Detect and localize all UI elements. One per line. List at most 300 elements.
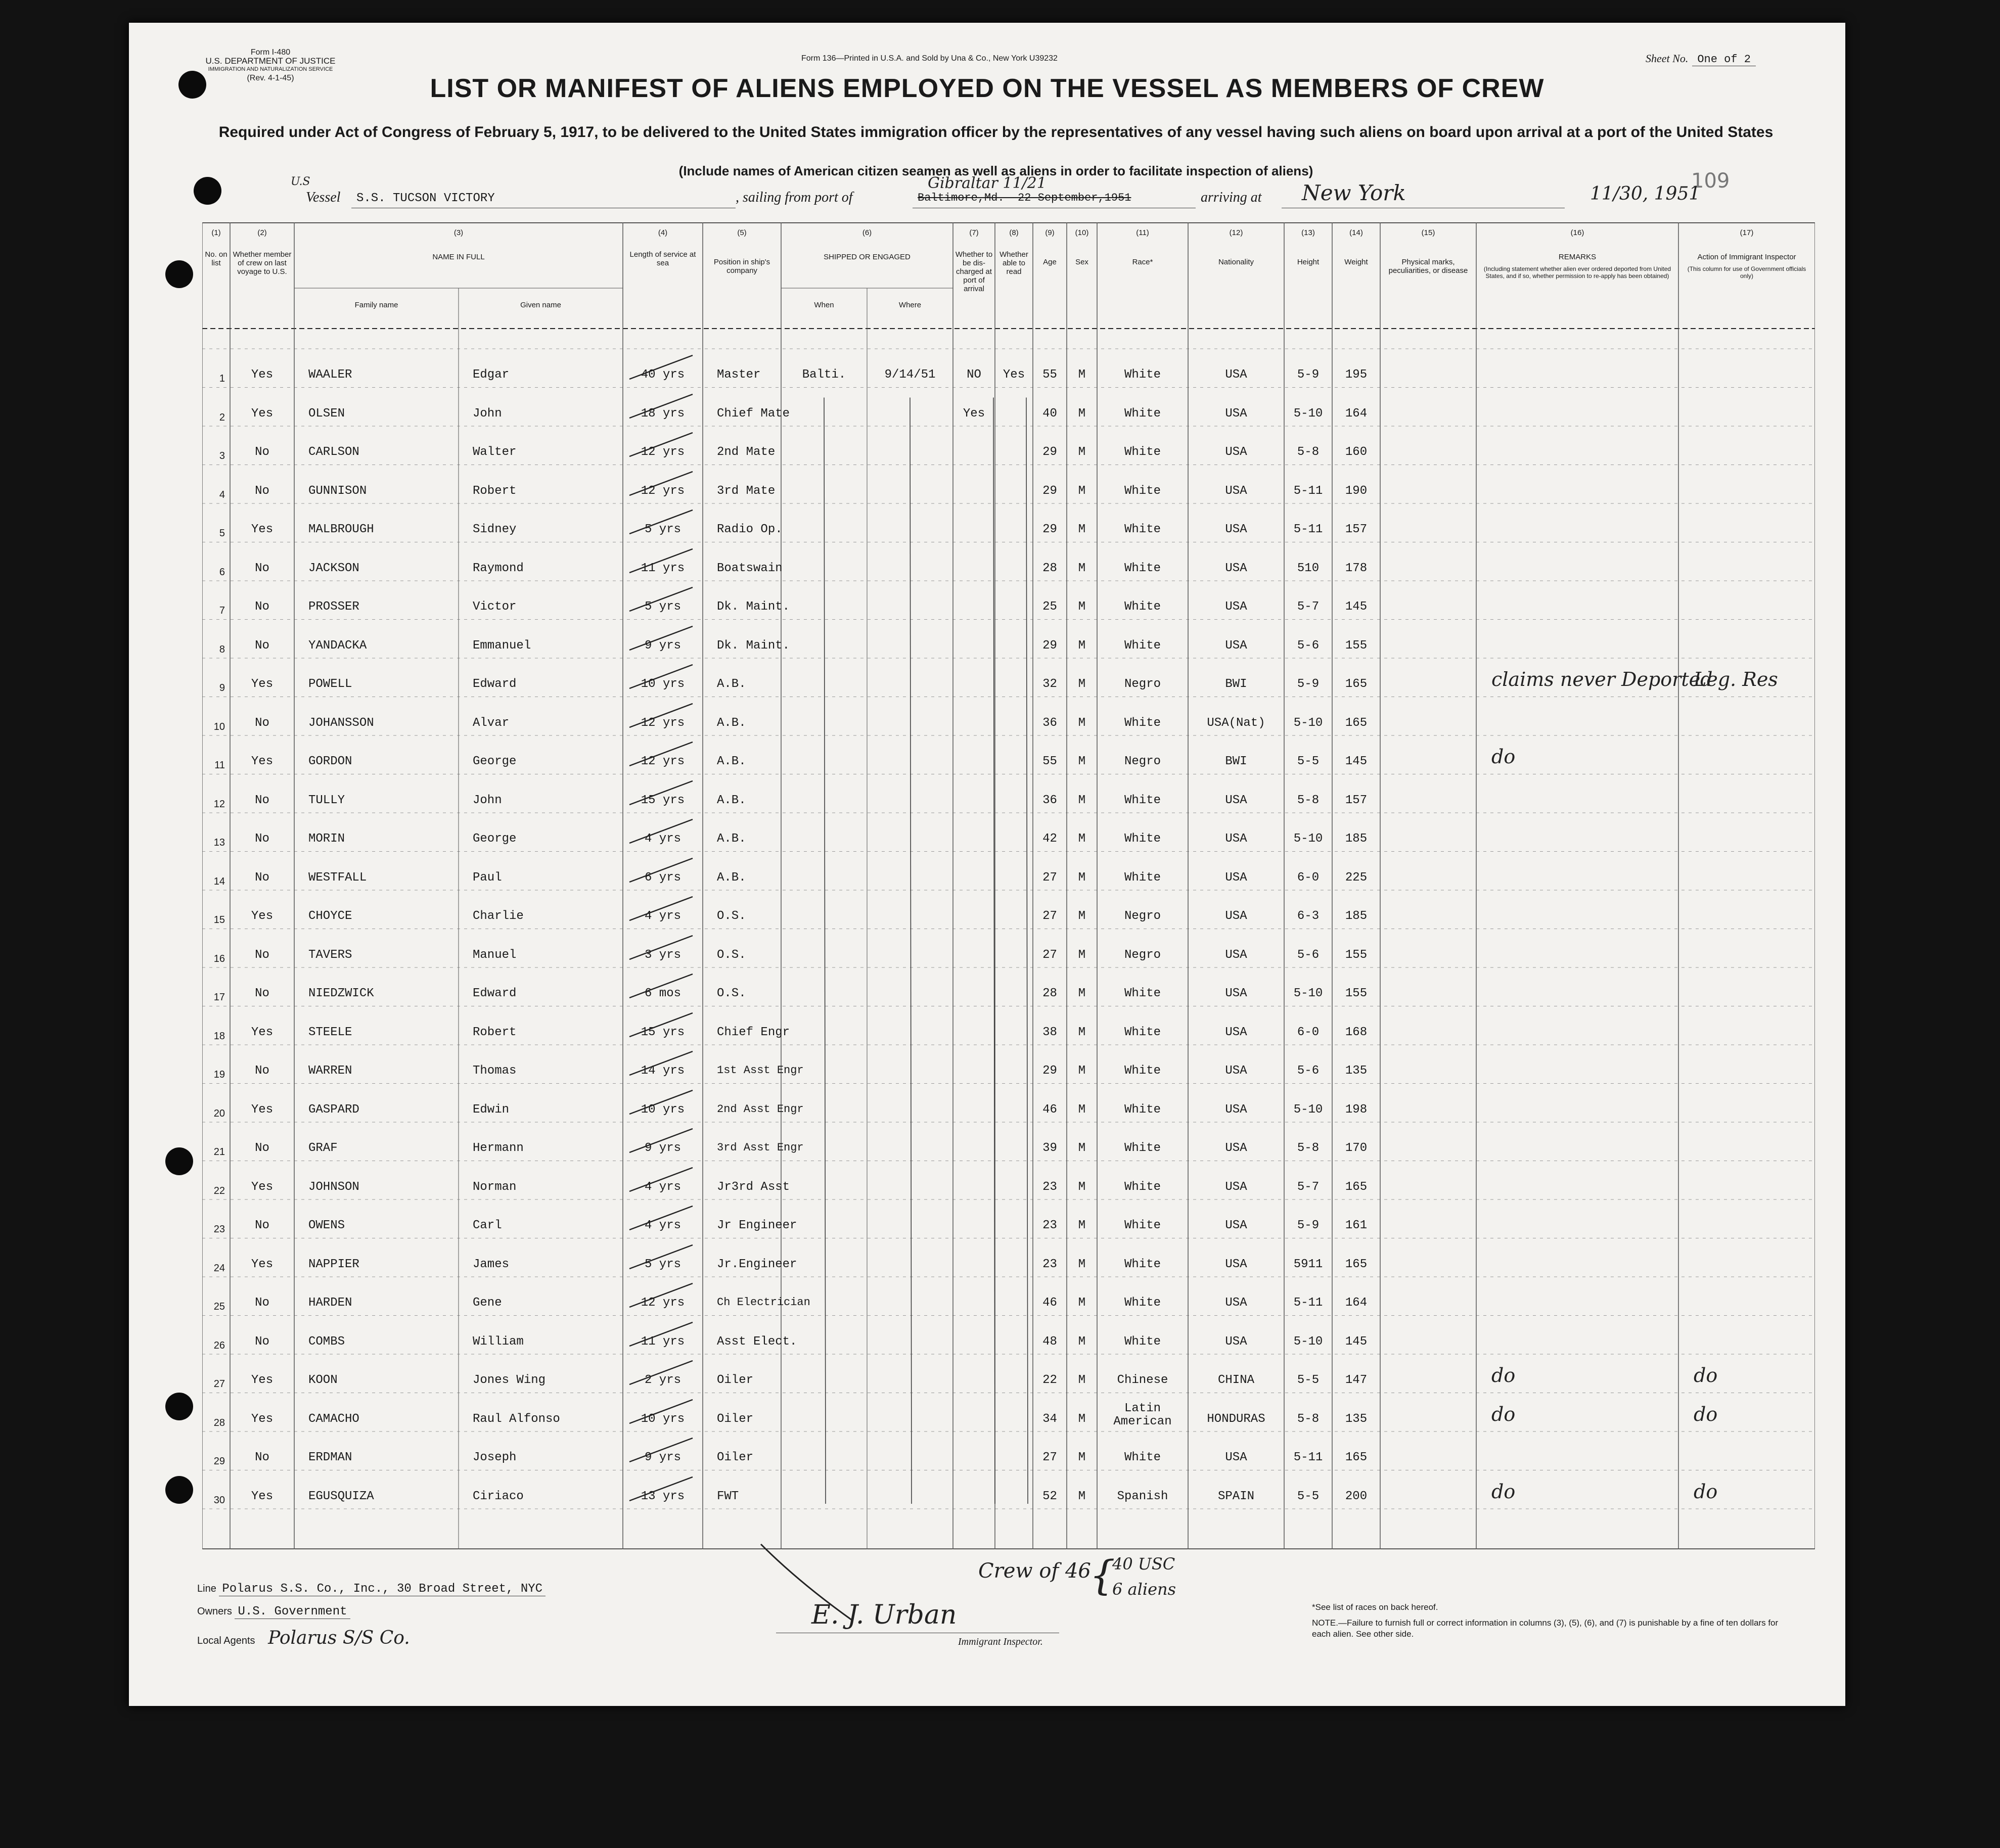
nationality-cell: USA bbox=[1225, 1141, 1247, 1155]
sex-cell: M bbox=[1078, 1451, 1086, 1464]
row-number: 22 bbox=[213, 1185, 225, 1196]
column-number: (11) bbox=[1136, 228, 1149, 237]
age-cell: 23 bbox=[1042, 1257, 1057, 1271]
family-name-cell: GASPARD bbox=[308, 1102, 359, 1117]
weight-cell: 135 bbox=[1345, 1412, 1368, 1426]
race-cell: White bbox=[1124, 484, 1161, 498]
nationality-cell: USA bbox=[1225, 523, 1247, 536]
remarks-cell: do bbox=[1491, 746, 1516, 768]
sex-cell: M bbox=[1078, 1373, 1086, 1387]
given-name-cell: Emmanuel bbox=[473, 638, 531, 653]
race-cell: Spanish bbox=[1117, 1489, 1168, 1503]
service-length-cell: 40 yrs bbox=[641, 368, 685, 382]
table-row bbox=[202, 1045, 1815, 1084]
weight-cell: 198 bbox=[1345, 1102, 1368, 1117]
position-cell: FWT bbox=[717, 1489, 739, 1503]
last-voyage-cell: No bbox=[255, 600, 269, 614]
check-mark-icon bbox=[627, 1473, 698, 1508]
sex-cell: M bbox=[1078, 870, 1086, 885]
column-header: REMARKS bbox=[1558, 253, 1597, 261]
height-cell: 5-5 bbox=[1297, 755, 1320, 768]
row-number: 26 bbox=[213, 1339, 225, 1351]
age-cell: 42 bbox=[1042, 832, 1057, 846]
position-cell: Oiler bbox=[717, 1412, 754, 1426]
nationality-cell: USA bbox=[1225, 1219, 1247, 1232]
sheet-number bbox=[1646, 52, 1756, 66]
column-header: Length of service at sea bbox=[629, 250, 696, 267]
last-voyage-cell: No bbox=[255, 716, 269, 730]
check-mark-icon bbox=[627, 1241, 698, 1276]
shipped-where-cell: 9/14/51 bbox=[884, 368, 936, 382]
arriving-label: arriving at bbox=[1201, 190, 1262, 205]
weight-cell: 160 bbox=[1345, 445, 1368, 459]
given-name-cell: Alvar bbox=[473, 716, 510, 730]
service-length-cell: 15 yrs bbox=[641, 1025, 685, 1039]
weight-cell: 178 bbox=[1345, 561, 1368, 575]
fine-note bbox=[1312, 1618, 1782, 1640]
family-name-cell: KOON bbox=[308, 1373, 338, 1387]
row-number: 28 bbox=[213, 1417, 225, 1428]
sex-cell: M bbox=[1078, 755, 1086, 768]
family-name-cell: CARLSON bbox=[308, 445, 359, 459]
last-voyage-cell: Yes bbox=[251, 1412, 274, 1426]
table-row bbox=[202, 852, 1815, 891]
height-cell: 5-10 bbox=[1293, 832, 1323, 846]
service-length-cell: 5 yrs bbox=[644, 600, 681, 614]
sailing-from-typed: Baltimore,Md.- 22 September,1951 bbox=[918, 192, 1131, 204]
race-cell: White bbox=[1124, 1219, 1161, 1232]
check-mark-icon bbox=[627, 777, 698, 812]
check-mark-icon bbox=[627, 970, 698, 1005]
given-name-cell: John bbox=[473, 793, 502, 807]
height-cell: 5-8 bbox=[1297, 445, 1320, 459]
given-name-cell: Edwin bbox=[473, 1102, 510, 1117]
weight-cell: 185 bbox=[1345, 909, 1368, 923]
given-name-cell: Joseph bbox=[473, 1451, 517, 1464]
column-number: (7) bbox=[969, 228, 979, 237]
table-row bbox=[202, 1470, 1815, 1509]
given-name-cell: George bbox=[473, 832, 517, 846]
age-cell: 48 bbox=[1042, 1334, 1057, 1349]
table-row bbox=[202, 1431, 1815, 1470]
check-mark-icon bbox=[627, 1202, 698, 1237]
inspector-signature: E. J. Urban bbox=[811, 1600, 957, 1630]
weight-cell: 155 bbox=[1345, 638, 1368, 653]
position-cell: Dk. Maint. bbox=[717, 600, 790, 614]
last-voyage-cell: No bbox=[255, 870, 269, 885]
age-cell: 34 bbox=[1042, 1412, 1057, 1426]
last-voyage-cell: Yes bbox=[251, 368, 274, 382]
table-row bbox=[202, 1277, 1815, 1316]
sex-cell: M bbox=[1078, 1102, 1086, 1117]
sex-cell: M bbox=[1078, 677, 1086, 691]
position-cell: 2nd Mate bbox=[717, 445, 776, 459]
crew-us-count: 40 USC bbox=[1112, 1554, 1175, 1574]
weight-cell: 168 bbox=[1345, 1025, 1368, 1039]
row-number: 15 bbox=[213, 914, 225, 926]
given-name-cell: Robert bbox=[473, 1025, 517, 1039]
nationality-cell: USA bbox=[1225, 870, 1247, 885]
crew-brace: { bbox=[1089, 1552, 1115, 1599]
service: IMMIGRATION AND NATURALIZATION SERVICE bbox=[208, 66, 333, 72]
inspector-label: Immigrant Inspector. bbox=[958, 1636, 1043, 1647]
sex-cell: M bbox=[1078, 523, 1086, 536]
height-cell: 5-6 bbox=[1297, 948, 1320, 962]
family-name-cell: PROSSER bbox=[308, 600, 359, 614]
service-length-cell: 4 yrs bbox=[644, 832, 681, 846]
position-cell: Chief Engr bbox=[717, 1025, 790, 1039]
weight-cell: 161 bbox=[1345, 1219, 1368, 1232]
nationality-cell: USA bbox=[1225, 948, 1247, 962]
race-cell: White bbox=[1124, 1025, 1161, 1039]
weight-cell: 165 bbox=[1345, 677, 1368, 691]
family-name-cell: STEELE bbox=[308, 1025, 352, 1039]
last-voyage-cell: No bbox=[255, 484, 269, 498]
given-name-cell: Manuel bbox=[473, 948, 517, 962]
height-cell: 5-5 bbox=[1297, 1373, 1320, 1387]
column-number: (5) bbox=[737, 228, 747, 237]
punch-hole bbox=[165, 1147, 193, 1175]
sex-cell: M bbox=[1078, 909, 1086, 923]
age-cell: 36 bbox=[1042, 716, 1057, 730]
last-voyage-cell: No bbox=[255, 445, 269, 459]
race-cell: White bbox=[1124, 523, 1161, 536]
age-cell: 27 bbox=[1042, 948, 1057, 962]
age-cell: 29 bbox=[1042, 484, 1057, 498]
sex-cell: M bbox=[1078, 1064, 1086, 1078]
row-number: 16 bbox=[213, 953, 225, 964]
column-header: Weight bbox=[1344, 258, 1368, 266]
age-cell: 46 bbox=[1042, 1296, 1057, 1310]
family-name-cell: CAMACHO bbox=[308, 1412, 359, 1426]
check-mark-icon bbox=[627, 700, 698, 735]
column-note: (Including statement whether alien ever ordered deported from United States, and if so, whether permission to re-apply has been obtained) bbox=[1483, 265, 1671, 280]
row-number: 17 bbox=[213, 992, 225, 1003]
position-cell: 3rd Mate bbox=[717, 484, 776, 498]
age-cell: 38 bbox=[1042, 1025, 1057, 1039]
nationality-cell: USA bbox=[1225, 1451, 1247, 1464]
column-header: Nationality bbox=[1218, 258, 1254, 266]
table-row bbox=[202, 503, 1815, 542]
table-row bbox=[202, 1006, 1815, 1045]
last-voyage-cell: No bbox=[255, 1219, 269, 1232]
height-cell: 5-11 bbox=[1293, 1296, 1323, 1310]
check-mark-icon bbox=[627, 738, 698, 773]
sex-cell: M bbox=[1078, 561, 1086, 575]
family-name-cell: COMBS bbox=[308, 1334, 345, 1349]
race-cell: White bbox=[1124, 716, 1161, 730]
column-number: (2) bbox=[257, 228, 267, 237]
check-mark-icon bbox=[627, 854, 698, 890]
row-number: 11 bbox=[214, 760, 225, 771]
row-number: 20 bbox=[213, 1107, 225, 1119]
column-header: Position in ship's company bbox=[713, 258, 770, 275]
last-voyage-cell: Yes bbox=[251, 755, 274, 768]
race-cell: White bbox=[1124, 793, 1161, 807]
column-header: Age bbox=[1043, 258, 1057, 266]
height-cell: 5-11 bbox=[1293, 523, 1323, 536]
row-number: 8 bbox=[219, 643, 225, 655]
height-cell: 5-8 bbox=[1297, 1412, 1320, 1426]
table-row bbox=[202, 813, 1815, 852]
check-mark-icon bbox=[627, 1279, 698, 1315]
note-text: Failure to furnish full or correct information in columns (3), (5), (6), and (7) is punishable by a fine of ten dollars for each alien. See other side. bbox=[1312, 1618, 1779, 1639]
row-number: 21 bbox=[213, 1146, 225, 1158]
column-number: (13) bbox=[1301, 228, 1315, 237]
weight-cell: 147 bbox=[1345, 1373, 1368, 1387]
family-name-cell: TAVERS bbox=[308, 948, 352, 962]
race-cell: White bbox=[1124, 870, 1161, 885]
family-name-cell: GORDON bbox=[308, 755, 352, 768]
height-cell: 5-9 bbox=[1297, 368, 1320, 382]
column-header: Whether member of crew on last voyage to U.S. bbox=[233, 250, 292, 276]
race-cell: White bbox=[1124, 832, 1161, 846]
race-cell: Negro bbox=[1124, 677, 1161, 691]
age-cell: 29 bbox=[1042, 523, 1057, 536]
position-cell: Ch Electrician bbox=[717, 1296, 810, 1309]
race-cell: White bbox=[1124, 561, 1161, 575]
races-note: *See list of races on back hereof. bbox=[1312, 1602, 1438, 1612]
height-cell: 5-11 bbox=[1293, 484, 1323, 498]
table-row bbox=[202, 1161, 1815, 1200]
weight-cell: 225 bbox=[1345, 870, 1368, 885]
age-cell: 29 bbox=[1042, 445, 1057, 459]
position-cell: A.B. bbox=[717, 716, 746, 730]
service-length-cell: 5 yrs bbox=[644, 1257, 681, 1271]
position-cell: A.B. bbox=[717, 832, 746, 846]
family-name-cell: MALBROUGH bbox=[308, 523, 374, 536]
row-number: 5 bbox=[219, 528, 225, 539]
position-cell: O.S. bbox=[717, 948, 746, 962]
service-length-cell: 9 yrs bbox=[644, 638, 681, 653]
page-title: LIST OR MANIFEST OF ALIENS EMPLOYED ON THE VESSEL AS MEMBERS OF CREW bbox=[430, 74, 1544, 103]
column-header: Race* bbox=[1132, 258, 1153, 266]
given-name-cell: Edgar bbox=[473, 368, 510, 382]
family-name-cell: EGUSQUIZA bbox=[308, 1489, 374, 1503]
age-cell: 36 bbox=[1042, 793, 1057, 807]
sex-cell: M bbox=[1078, 1296, 1086, 1310]
position-cell: Jr3rd Asst bbox=[717, 1180, 790, 1194]
age-cell: 28 bbox=[1042, 987, 1057, 1000]
age-cell: 27 bbox=[1042, 870, 1057, 885]
nationality-cell: USA bbox=[1225, 600, 1247, 614]
sex-cell: M bbox=[1078, 1489, 1086, 1503]
weight-cell: 145 bbox=[1345, 1334, 1368, 1349]
service-length-cell: 2 yrs bbox=[644, 1373, 681, 1387]
height-cell: 5911 bbox=[1293, 1257, 1323, 1271]
race-cell: Chinese bbox=[1117, 1373, 1168, 1387]
table-row bbox=[202, 465, 1815, 504]
height-cell: 5-8 bbox=[1297, 1141, 1320, 1155]
check-mark-icon bbox=[627, 545, 698, 580]
table-row bbox=[202, 1199, 1815, 1238]
weight-cell: 155 bbox=[1345, 987, 1368, 1000]
nationality-cell: BWI bbox=[1225, 677, 1247, 691]
age-cell: 27 bbox=[1042, 909, 1057, 923]
service-length-cell: 12 yrs bbox=[641, 755, 685, 768]
last-voyage-cell: No bbox=[255, 948, 269, 962]
race-cell: White bbox=[1124, 1064, 1161, 1078]
column-note: (This column for use of Government officials only) bbox=[1687, 265, 1806, 280]
punch-hole bbox=[165, 1476, 193, 1504]
sex-cell: M bbox=[1078, 1334, 1086, 1349]
nationality-cell: USA bbox=[1225, 561, 1247, 575]
family-name-cell: GRAF bbox=[308, 1141, 338, 1155]
last-voyage-cell: No bbox=[255, 1451, 269, 1464]
revision: (Rev. 4-1-45) bbox=[247, 74, 294, 82]
family-name-cell: HARDEN bbox=[308, 1296, 352, 1310]
table-row bbox=[202, 658, 1815, 697]
height-cell: 5-6 bbox=[1297, 638, 1320, 653]
race-cell: White bbox=[1124, 445, 1161, 459]
race-cell: White bbox=[1124, 600, 1161, 614]
family-name-cell: WARREN bbox=[308, 1064, 352, 1078]
row-number: 23 bbox=[213, 1224, 225, 1235]
table-row bbox=[202, 774, 1815, 813]
nationality-cell: USA bbox=[1225, 1257, 1247, 1271]
last-voyage-cell: Yes bbox=[251, 523, 274, 536]
position-cell: O.S. bbox=[717, 909, 746, 923]
age-cell: 25 bbox=[1042, 600, 1057, 614]
position-cell: Jr Engineer bbox=[717, 1219, 797, 1232]
row-number: 9 bbox=[219, 682, 225, 694]
row-number: 29 bbox=[213, 1456, 225, 1467]
age-cell: 23 bbox=[1042, 1219, 1057, 1232]
check-mark-icon bbox=[627, 932, 698, 967]
weight-cell: 190 bbox=[1345, 484, 1368, 498]
column-header: NAME IN FULL bbox=[432, 253, 485, 261]
given-name-cell: Edward bbox=[473, 987, 517, 1000]
family-name-cell: GUNNISON bbox=[308, 484, 367, 498]
service-length-cell: 13 yrs bbox=[641, 1489, 685, 1503]
last-voyage-cell: No bbox=[255, 638, 269, 653]
table-row bbox=[202, 581, 1815, 620]
sex-cell: M bbox=[1078, 1141, 1086, 1155]
table-row bbox=[202, 388, 1815, 427]
sex-cell: M bbox=[1078, 832, 1086, 846]
weight-cell: 195 bbox=[1345, 368, 1368, 382]
nationality-cell: USA bbox=[1225, 484, 1247, 498]
height-cell: 510 bbox=[1297, 561, 1320, 575]
column-number: (4) bbox=[658, 228, 668, 237]
height-cell: 5-10 bbox=[1293, 987, 1323, 1000]
vessel-line bbox=[291, 174, 1706, 215]
service-length-cell: 12 yrs bbox=[641, 445, 685, 459]
check-mark-icon bbox=[627, 622, 698, 658]
given-name-cell: Ciriaco bbox=[473, 1489, 524, 1503]
row-number: 4 bbox=[219, 489, 225, 500]
weight-cell: 165 bbox=[1345, 1451, 1368, 1464]
nationality-cell: USA bbox=[1225, 368, 1247, 382]
check-mark-icon bbox=[627, 351, 698, 387]
sex-cell: M bbox=[1078, 445, 1086, 459]
action-cell: do bbox=[1694, 1364, 1718, 1387]
position-cell: Oiler bbox=[717, 1373, 754, 1387]
race-cell: White bbox=[1124, 1257, 1161, 1271]
service-length-cell: 4 yrs bbox=[644, 909, 681, 923]
service-length-cell: 10 yrs bbox=[641, 1102, 685, 1117]
race-cell: White bbox=[1124, 1180, 1161, 1194]
height-cell: 6-0 bbox=[1297, 1025, 1320, 1039]
form-number: Form I-480 bbox=[250, 48, 291, 57]
weight-cell: 164 bbox=[1345, 1296, 1368, 1310]
last-voyage-cell: No bbox=[255, 987, 269, 1000]
row-number: 10 bbox=[213, 721, 225, 732]
check-mark-icon bbox=[627, 1009, 698, 1044]
nationality-cell: USA bbox=[1225, 1334, 1247, 1349]
height-cell: 5-10 bbox=[1293, 716, 1323, 730]
race-cell: White bbox=[1124, 1451, 1161, 1464]
family-name-cell: MORIN bbox=[308, 832, 345, 846]
last-voyage-cell: Yes bbox=[251, 1180, 274, 1194]
row-number: 27 bbox=[213, 1378, 225, 1390]
manifest-sheet bbox=[129, 23, 1845, 1706]
race-cell: White bbox=[1124, 406, 1161, 421]
weight-cell: 157 bbox=[1345, 793, 1368, 807]
nationality-cell: USA bbox=[1225, 832, 1247, 846]
stamp-number: 109 bbox=[1691, 169, 1730, 193]
given-name-cell: Robert bbox=[473, 484, 517, 498]
arriving-at: New York bbox=[1302, 180, 1406, 205]
row-number: 2 bbox=[219, 411, 225, 423]
height-cell: 5-10 bbox=[1293, 1334, 1323, 1349]
line-row bbox=[197, 1582, 546, 1596]
remarks-cell: do bbox=[1491, 1480, 1516, 1503]
agents-row bbox=[197, 1628, 410, 1648]
service-length-cell: 10 yrs bbox=[641, 677, 685, 691]
family-name-cell: YANDACKA bbox=[308, 638, 367, 653]
row-number: 1 bbox=[219, 373, 225, 384]
table-row bbox=[202, 1084, 1815, 1123]
check-mark-icon bbox=[627, 893, 698, 928]
race-cell: White bbox=[1124, 1141, 1161, 1155]
age-cell: 28 bbox=[1042, 561, 1057, 575]
weight-cell: 200 bbox=[1345, 1489, 1368, 1503]
nationality-cell: USA bbox=[1225, 406, 1247, 421]
age-cell: 29 bbox=[1042, 1064, 1057, 1078]
family-name-cell: JOHNSON bbox=[308, 1180, 359, 1194]
printer-note: Form 136—Printed in U.S.A. and Sold by Una & Co., New York U39232 bbox=[801, 54, 1058, 63]
check-mark-icon bbox=[627, 815, 698, 851]
position-cell: 2nd Asst Engr bbox=[717, 1102, 804, 1116]
service-length-cell: 6 yrs bbox=[644, 870, 681, 885]
last-voyage-cell: No bbox=[255, 561, 269, 575]
position-cell: A.B. bbox=[717, 793, 746, 807]
age-cell: 46 bbox=[1042, 1102, 1057, 1117]
position-cell: 1st Asst Engr bbox=[717, 1064, 804, 1077]
last-voyage-cell: Yes bbox=[251, 1373, 274, 1387]
agents-value: Polarus S/S Co. bbox=[268, 1628, 410, 1648]
manifest-table bbox=[202, 222, 1815, 1549]
given-name-cell: George bbox=[473, 755, 517, 768]
column-number: (9) bbox=[1045, 228, 1055, 237]
race-cell: White bbox=[1124, 638, 1161, 653]
sailing-label: , sailing from port of bbox=[736, 190, 853, 205]
table-row bbox=[202, 1393, 1815, 1432]
sheet-label: Sheet No. bbox=[1646, 52, 1689, 65]
position-cell: Oiler bbox=[717, 1451, 754, 1464]
last-voyage-cell: No bbox=[255, 1064, 269, 1078]
weight-cell: 165 bbox=[1345, 1257, 1368, 1271]
action-cell: Leg. Res bbox=[1694, 668, 1778, 690]
given-name-cell: Thomas bbox=[473, 1064, 517, 1078]
row-number: 24 bbox=[213, 1262, 225, 1274]
table-row bbox=[202, 967, 1815, 1006]
service-length-cell: 5 yrs bbox=[644, 523, 681, 536]
sex-cell: M bbox=[1078, 793, 1086, 807]
family-name-cell: POWELL bbox=[308, 677, 352, 691]
given-name-cell: Walter bbox=[473, 445, 517, 459]
